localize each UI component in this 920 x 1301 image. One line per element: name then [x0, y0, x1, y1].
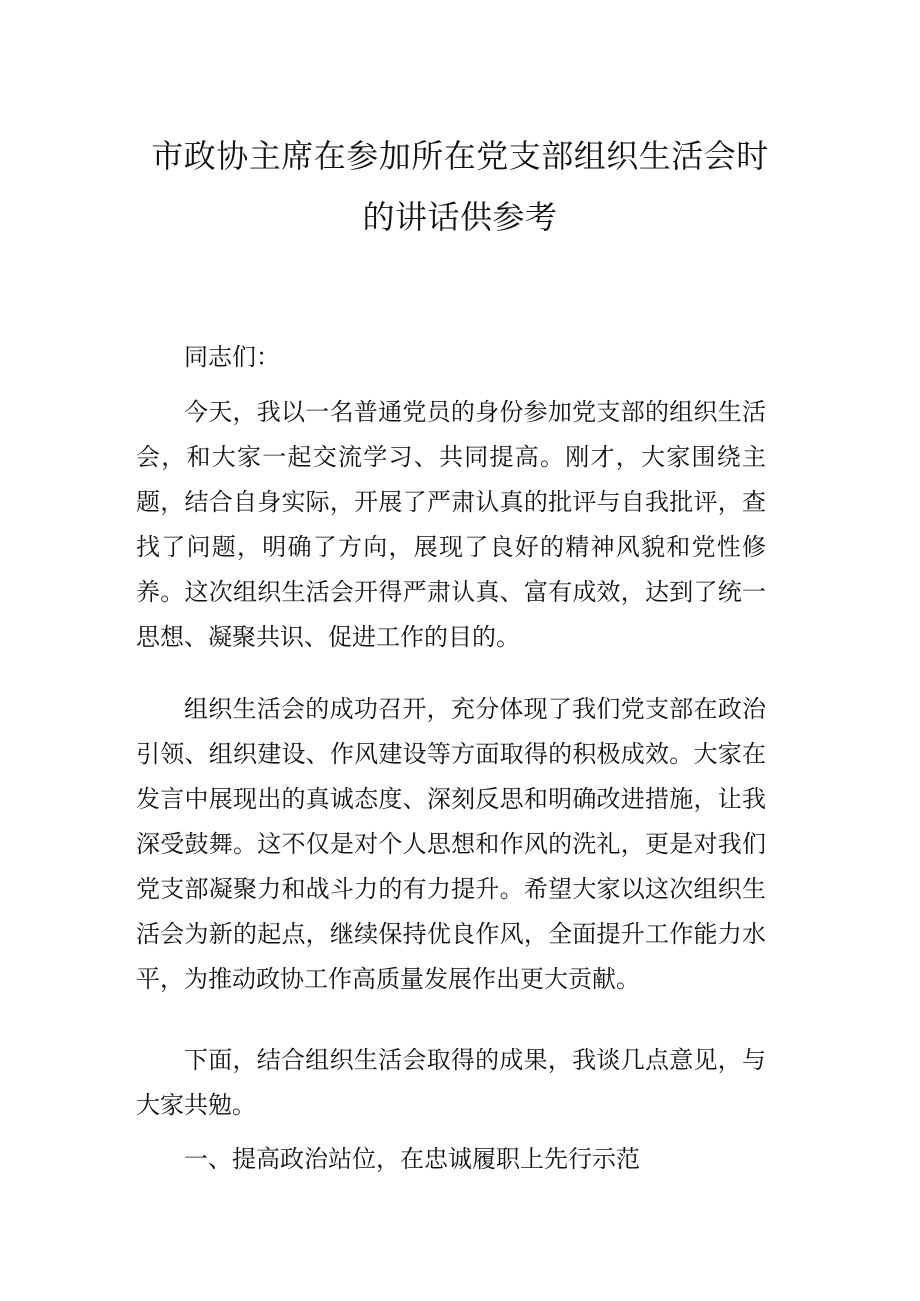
document-title-line-2: 的讲话供参考: [362, 198, 558, 236]
section-heading-1: 一、提高政治站位，在忠诚履职上先行示范: [184, 1145, 640, 1173]
salutation: 同志们：: [184, 343, 280, 371]
document-title-line-1: 市政协主席在参加所在党支部组织生活会时: [151, 137, 769, 175]
paragraph-2: 组织生活会的成功召开，充分体现了我们党支部在政治引领、组织建设、作风建设等方面取得的积极成效。大家在发言中展现出的真诚态度、深刻反思和明确改进措施，让我深受鼓舞。这不仅是对个人思想和作风的洗礼，更是对我们党支部凝聚力和战斗力的有力提升。希望大家以这次组织生活会为新的起点，继续保持优良作风，全面提升工作能力水平，为推动政协工作高质量发展作出更大贡献。: [136, 695, 766, 993]
paragraph-3: 下面，结合组织生活会取得的成果，我谈几点意见，与大家共勉。: [136, 1046, 766, 1119]
paragraph-1: 今天，我以一名普通党员的身份参加党支部的组织生活会，和大家一起交流学习、共同提高。刚才，大家围绕主题，结合自身实际，开展了严肃认真的批评与自我批评，查找了问题，明确了方向，展现了良好的精神风貌和党性修养。这次组织生活会开得严肃认真、富有成效，达到了统一思想、凝聚共识、促进工作的目的。: [136, 398, 766, 651]
